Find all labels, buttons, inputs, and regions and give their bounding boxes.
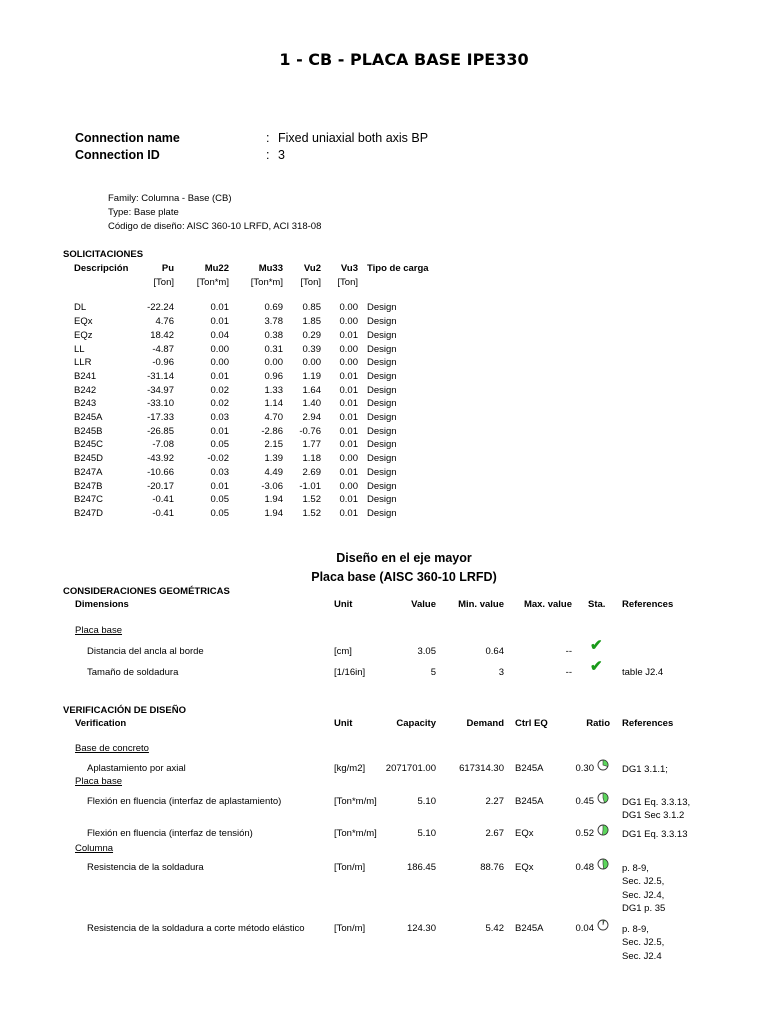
ver-row-ctrl: B245A xyxy=(515,796,544,807)
table-row-cell: 0.01 xyxy=(210,480,229,492)
table-row xyxy=(74,329,438,343)
table-row-cell: 0.01 xyxy=(210,425,229,437)
table-row-cell: 0.00 xyxy=(339,302,358,314)
table-row-cell: -43.92 xyxy=(147,453,174,465)
table-row-cell: B247B xyxy=(74,480,103,492)
table-row-cell: -20.17 xyxy=(147,480,174,492)
ver-row-capacity: 124.30 xyxy=(406,923,436,934)
table-row xyxy=(74,370,438,384)
ver-row-capacity: 5.10 xyxy=(417,796,436,807)
table-row-cell: -4.87 xyxy=(152,343,174,355)
table-row-cell: 0.39 xyxy=(302,343,321,355)
table-row-cell: -3.06 xyxy=(261,480,283,492)
table-row-cell: 0.29 xyxy=(302,329,321,341)
ver-row-ctrl: B245A xyxy=(515,923,544,934)
table-row-cell: -0.96 xyxy=(152,357,174,369)
table-row-cell: -22.24 xyxy=(147,302,174,314)
ver-row-refs xyxy=(622,923,664,963)
table-row-cell: B245B xyxy=(74,425,103,437)
ver-row-ref-line: DG1 3.1.1; xyxy=(622,764,668,775)
table-row-cell: 0.00 xyxy=(339,316,358,328)
table-units-row-cell xyxy=(358,276,438,290)
ver-group-columna: Columna xyxy=(75,843,114,854)
table-row-cell: 0.03 xyxy=(210,412,229,424)
table-row-cell: -0.41 xyxy=(152,507,174,519)
table-row-cell: 3.78 xyxy=(264,316,283,328)
ver-row-name: Resistencia de la soldadura a corte método elástico xyxy=(87,923,305,934)
connection-name-sep: : xyxy=(266,131,270,145)
table-row-cell: 4.76 xyxy=(155,316,174,328)
ver-header-ratio: Ratio xyxy=(586,718,610,729)
table-row-cell: B245A xyxy=(74,412,103,424)
ratio-pie-icon xyxy=(597,918,609,936)
ver-row-ratio: 0.52 xyxy=(575,828,594,839)
table-units-row xyxy=(74,276,438,290)
ratio-pie-icon xyxy=(597,857,609,875)
ver-group-placa-base: Placa base xyxy=(75,776,123,787)
table-row-cell: 0.01 xyxy=(339,370,358,382)
table-row-cell: 1.18 xyxy=(302,453,321,465)
table-row-cell: 4.70 xyxy=(264,412,283,424)
geo-row-value: 3.05 xyxy=(417,646,436,657)
table-row-cell: 0.05 xyxy=(210,507,229,519)
ver-row-unit: [Ton/m] xyxy=(334,923,366,934)
table-row-cell: 2.15 xyxy=(264,439,283,451)
geo-group-placa-base: Placa base xyxy=(75,625,123,636)
geo-row-value: 5 xyxy=(430,667,436,678)
ver-row-ctrl: B245A xyxy=(515,763,544,774)
geo-row-name: Tamaño de soldadura xyxy=(87,667,179,678)
table-header-row-cell: Vu2 xyxy=(303,263,321,274)
ver-row-capacity: 5.10 xyxy=(417,828,436,839)
table-row-cell: B247D xyxy=(74,507,104,519)
ver-row-ref-line: DG1 Sec 3.1.2 xyxy=(622,810,685,822)
table-row-cell: B243 xyxy=(74,398,97,410)
table-row-cell: 1.14 xyxy=(264,398,283,410)
ver-row-demand: 2.27 xyxy=(485,796,504,807)
ver-row-ratio: 0.48 xyxy=(575,862,594,873)
table-row xyxy=(74,384,438,398)
table-units-row-cell: [Ton*m] xyxy=(250,276,283,288)
table-header-row xyxy=(74,262,438,276)
table-row-cell: B247A xyxy=(74,466,103,478)
table-row-cell: -0.41 xyxy=(152,494,174,506)
type-info: Type: Base plate xyxy=(108,207,179,218)
table-units-row-cell: [Ton] xyxy=(153,276,174,288)
table-row-cell: 0.01 xyxy=(339,398,358,410)
table-row-cell: 0.01 xyxy=(339,494,358,506)
table-row-cell: 0.00 xyxy=(302,357,321,369)
page-title: 1 - CB - PLACA BASE IPE330 xyxy=(279,50,529,69)
table-row-cell: 0.00 xyxy=(210,357,229,369)
ver-row-ref-line: p. 8-9, xyxy=(622,863,649,874)
table-row-cell: B242 xyxy=(74,384,97,396)
table-row-cell: LL xyxy=(74,343,85,355)
table-row-cell: Design xyxy=(367,453,397,465)
check-icon: ✔ xyxy=(590,637,603,654)
geometric-title: CONSIDERACIONES GEOMÉTRICAS xyxy=(63,586,230,597)
table-row-cell: -26.85 xyxy=(147,425,174,437)
table-header-row-cell: Descripción xyxy=(74,263,129,274)
table-row-cell: 0.01 xyxy=(339,384,358,396)
solicitaciones-table xyxy=(74,262,438,521)
table-row-cell: 0.01 xyxy=(210,370,229,382)
connection-name-value: Fixed uniaxial both axis BP xyxy=(278,131,429,145)
ver-row-name: Resistencia de la soldadura xyxy=(87,862,204,873)
table-row-cell: 1.52 xyxy=(302,507,321,519)
table-row-cell: 0.96 xyxy=(264,370,283,382)
table-header-row-cell: Vu3 xyxy=(340,263,358,274)
table-row-cell: Design xyxy=(367,466,397,478)
table-row-cell: 0.00 xyxy=(339,357,358,369)
table-row-cell: 1.94 xyxy=(264,494,283,506)
table-row xyxy=(74,397,438,411)
table-units-row-cell: [Ton] xyxy=(337,276,358,288)
table-row-cell: 0.01 xyxy=(210,302,229,314)
geo-row-max: -- xyxy=(565,667,572,678)
table-row xyxy=(74,493,438,507)
ratio-pie-icon xyxy=(597,823,609,841)
geo-header-max: Max. value xyxy=(523,599,572,610)
table-row-cell: 0.00 xyxy=(339,453,358,465)
table-row-cell: -7.08 xyxy=(152,439,174,451)
ver-row-ref-line: Sec. J2.5, xyxy=(622,876,665,888)
table-row-cell: B245C xyxy=(74,439,104,451)
geo-header-value: Value xyxy=(411,599,436,610)
connection-id-sep: : xyxy=(266,148,270,162)
table-row-cell: B247C xyxy=(74,494,104,506)
geo-row-unit: [1/16in] xyxy=(334,667,366,678)
table-row-cell: Design xyxy=(367,316,397,328)
table-row-cell: 1.64 xyxy=(302,384,321,396)
ver-row-refs xyxy=(622,862,665,915)
table-row-cell: 1.85 xyxy=(302,316,321,328)
table-row-cell: DL xyxy=(74,302,87,314)
geo-row-ref: table J2.4 xyxy=(622,667,664,678)
table-row-cell: -10.66 xyxy=(147,466,174,478)
table-row-cell: Design xyxy=(367,302,397,314)
ver-row-unit: [Ton*m/m] xyxy=(334,796,377,807)
table-row-cell: Design xyxy=(367,439,397,451)
table-row-cell: 0.01 xyxy=(339,439,358,451)
table-row-cell: 0.04 xyxy=(210,329,229,341)
table-row-cell: 0.02 xyxy=(210,384,229,396)
table-header-row-cell: Pu xyxy=(161,263,174,274)
table-row-cell: 2.69 xyxy=(302,466,321,478)
table-row-cell: 1.39 xyxy=(264,453,283,465)
table-row-cell: Design xyxy=(367,507,397,519)
table-row xyxy=(74,301,438,315)
table-row xyxy=(74,356,438,370)
table-row-cell: Design xyxy=(367,357,397,369)
table-row-cell: Design xyxy=(367,370,397,382)
geo-header-min: Min. value xyxy=(458,599,504,610)
table-row-cell: Design xyxy=(367,494,397,506)
geo-row-min: 0.64 xyxy=(485,646,504,657)
table-row-cell: LLR xyxy=(74,357,92,369)
table-row-cell: 0.05 xyxy=(210,439,229,451)
table-row-cell: 0.01 xyxy=(339,466,358,478)
table-row-cell: 0.00 xyxy=(264,357,283,369)
table-row-cell: 0.05 xyxy=(210,494,229,506)
table-row-cell: 2.94 xyxy=(302,412,321,424)
ver-header-demand: Demand xyxy=(466,718,504,729)
table-row-cell: Design xyxy=(367,343,397,355)
ver-row-ratio: 0.45 xyxy=(575,796,594,807)
table-row-cell: 0.02 xyxy=(210,398,229,410)
verification-title: VERIFICACIÓN DE DISEÑO xyxy=(63,705,186,716)
table-row-cell: 1.33 xyxy=(264,384,283,396)
table-row-cell: 0.31 xyxy=(264,343,283,355)
geo-header-sta: Sta. xyxy=(588,599,606,610)
table-row xyxy=(74,480,438,494)
ver-row-name: Flexión en fluencia (interfaz de aplastamiento) xyxy=(87,796,282,807)
table-row-cell: 4.49 xyxy=(264,466,283,478)
geo-header-unit: Unit xyxy=(334,599,353,610)
table-row-cell: -31.14 xyxy=(147,370,174,382)
table-row-cell: -2.86 xyxy=(261,425,283,437)
table-row-cell: EQz xyxy=(74,329,93,341)
table-row-cell: 1.19 xyxy=(302,370,321,382)
table-row xyxy=(74,507,438,521)
ratio-pie-icon xyxy=(597,791,609,809)
ver-header-verification: Verification xyxy=(75,718,127,729)
geo-header-refs: References xyxy=(622,599,674,610)
check-icon: ✔ xyxy=(590,658,603,675)
table-row-cell: 0.01 xyxy=(210,316,229,328)
ver-row-unit: [Ton/m] xyxy=(334,862,366,873)
table-row-cell: 0.00 xyxy=(339,480,358,492)
ver-row-ctrl: EQx xyxy=(515,862,534,873)
ratio-pie-icon xyxy=(597,758,609,776)
table-row-cell: -17.33 xyxy=(147,412,174,424)
solicitaciones-title: SOLICITACIONES xyxy=(63,249,144,260)
ver-row-ratio: 0.30 xyxy=(575,763,594,774)
geo-header-dimensions: Dimensions xyxy=(75,599,129,610)
ver-row-capacity: 2071701.00 xyxy=(385,763,436,774)
table-row-cell: Design xyxy=(367,425,397,437)
table-row-cell: 0.38 xyxy=(264,329,283,341)
table-row-cell: -0.76 xyxy=(299,425,321,437)
table-row-cell: B241 xyxy=(74,370,97,382)
table-row-cell: -1.01 xyxy=(299,480,321,492)
table-units-row-cell: [Ton] xyxy=(300,276,321,288)
table-row-cell: -0.02 xyxy=(207,453,229,465)
connection-name-label: Connection name xyxy=(75,131,180,145)
ver-row-refs xyxy=(622,763,668,776)
ver-row-demand: 617314.30 xyxy=(459,763,504,774)
table-units-row-cell: [Ton*m] xyxy=(196,276,229,288)
ver-header-refs: References xyxy=(622,718,674,729)
ver-row-demand: 88.76 xyxy=(480,862,504,873)
ver-row-ctrl: EQx xyxy=(515,828,534,839)
table-row-cell: 1.77 xyxy=(302,439,321,451)
ver-row-ratio: 0.04 xyxy=(575,923,594,934)
geo-row-unit: [cm] xyxy=(334,646,352,657)
table-row-cell: B245D xyxy=(74,453,104,465)
ver-row-name: Flexión en fluencia (interfaz de tensión) xyxy=(87,828,253,839)
table-row-cell: -33.10 xyxy=(147,398,174,410)
family-info: Family: Columna - Base (CB) xyxy=(108,193,232,204)
design-title: Diseño en el eje mayor xyxy=(336,551,472,565)
ver-header-unit: Unit xyxy=(334,718,353,729)
connection-id-label: Connection ID xyxy=(75,148,160,162)
connection-id-value: 3 xyxy=(278,148,285,162)
table-row xyxy=(74,466,438,480)
ver-row-ref-line: DG1 Eq. 3.3.13, xyxy=(622,797,691,808)
table-units-row-cell xyxy=(74,276,130,290)
table-row-cell: 1.94 xyxy=(264,507,283,519)
table-row-cell: Design xyxy=(367,412,397,424)
table-row xyxy=(74,438,438,452)
table-row-cell: Design xyxy=(367,329,397,341)
ver-row-unit: [Ton*m/m] xyxy=(334,828,377,839)
table-row-cell: 0.01 xyxy=(339,329,358,341)
table-row-cell: EQx xyxy=(74,316,93,328)
ver-header-capacity: Capacity xyxy=(396,718,436,729)
code-info: Código de diseño: AISC 360-10 LRFD, ACI 318-08 xyxy=(108,221,322,232)
table-header-row-cell: Mu22 xyxy=(204,263,229,274)
table-row-cell: 1.40 xyxy=(302,398,321,410)
table-row-cell: 0.00 xyxy=(339,343,358,355)
geo-row-min: 3 xyxy=(498,667,504,678)
table-row-cell: 0.85 xyxy=(302,302,321,314)
table-row-cell: 0.69 xyxy=(264,302,283,314)
table-row-cell: Design xyxy=(367,398,397,410)
table-row-cell: 0.01 xyxy=(339,425,358,437)
table-header-row-cell: Mu33 xyxy=(258,263,283,274)
table-row xyxy=(74,452,438,466)
design-subtitle: Placa base (AISC 360-10 LRFD) xyxy=(311,570,497,584)
ver-row-ref-line: Sec. J2.4 xyxy=(622,950,662,962)
table-row-cell: 1.52 xyxy=(302,494,321,506)
geo-row-name: Distancia del ancla al borde xyxy=(87,646,204,657)
table-row-cell: 0.01 xyxy=(339,412,358,424)
ver-header-ctrl: Ctrl EQ xyxy=(515,718,548,729)
ver-row-refs xyxy=(622,828,687,841)
table-row-cell: Design xyxy=(367,480,397,492)
geo-row-max: -- xyxy=(565,646,572,657)
table-header-row-cell: Tipo de carga xyxy=(367,263,429,274)
ver-group-base-concreto: Base de concreto xyxy=(75,743,149,754)
table-row xyxy=(74,343,438,357)
table-row xyxy=(74,315,438,329)
ver-row-demand: 5.42 xyxy=(485,923,504,934)
ver-row-refs xyxy=(622,796,690,823)
ver-row-demand: 2.67 xyxy=(485,828,504,839)
table-row xyxy=(74,425,438,439)
ver-row-name: Aplastamiento por axial xyxy=(87,763,186,774)
ver-row-ref-line: p. 8-9, xyxy=(622,924,649,935)
ver-row-ref-line: Sec. J2.4, xyxy=(622,889,665,901)
table-row xyxy=(74,411,438,425)
table-row-cell: 0.00 xyxy=(210,343,229,355)
table-row-cell: -34.97 xyxy=(147,384,174,396)
table-row-cell: 0.01 xyxy=(339,507,358,519)
ver-row-unit: [kg/m2] xyxy=(334,763,366,774)
ver-row-ref-line: DG1 Eq. 3.3.13 xyxy=(622,829,688,840)
table-row-cell: 0.03 xyxy=(210,466,229,478)
ver-row-ref-line: DG1 p. 35 xyxy=(622,902,666,914)
ver-row-capacity: 186.45 xyxy=(406,862,436,873)
ver-row-ref-line: Sec. J2.5, xyxy=(622,937,665,949)
table-row-cell: Design xyxy=(367,384,397,396)
table-row-cell: 18.42 xyxy=(150,329,174,341)
